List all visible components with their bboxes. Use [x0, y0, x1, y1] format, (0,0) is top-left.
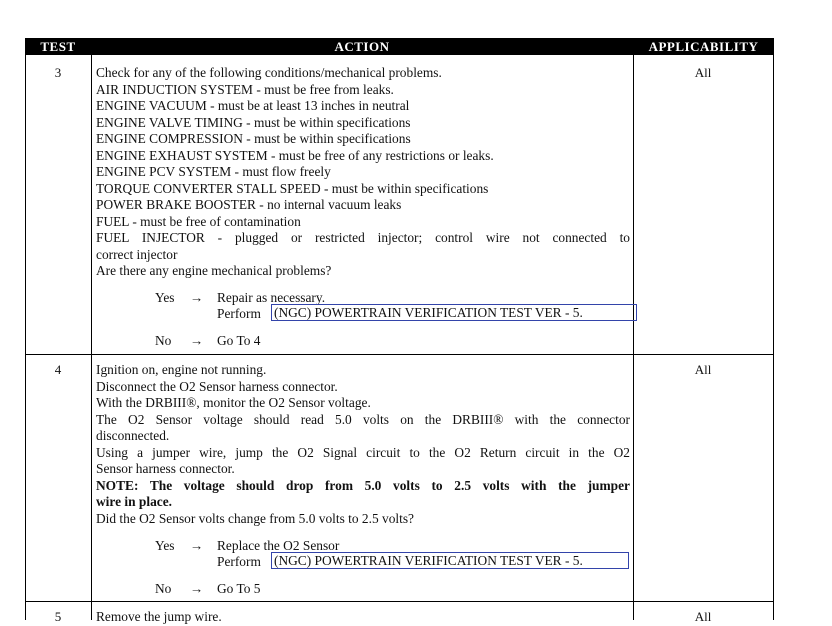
row-divider [25, 354, 774, 355]
action-line: ENGINE COMPRESSION - must be within specifications [96, 131, 411, 146]
action-text [96, 65, 630, 280]
action-line: ENGINE EXHAUST SYSTEM - must be free of any restrictions or leaks. [96, 147, 494, 163]
action-line: ENGINE VALVE TIMING - must be within specifications [96, 114, 411, 130]
action-line: correct injector [96, 246, 178, 262]
no-branch [0, 581, 832, 598]
arrow-icon: → [190, 581, 204, 596]
question-text: Did the O2 Sensor volts change from 5.0 volts to 2.5 volts? [96, 510, 414, 526]
powertrain-verification-link[interactable]: (NGC) POWERTRAIN VERIFICATION TEST VER - 5. [271, 552, 629, 569]
no-label: No [155, 581, 172, 596]
no-result: Go To 4 [217, 333, 261, 348]
action-line: Are there any engine mechanical problems? [96, 263, 332, 278]
test-number: 3 [54, 65, 62, 80]
applicability-value: All [694, 609, 712, 624]
no-result: Go To 5 [217, 581, 261, 596]
action-line: ENGINE PCV SYSTEM - must flow freely [96, 164, 331, 179]
header-test: TEST [40, 39, 76, 54]
applicability-value: All [694, 362, 712, 377]
action-line: disconnected. [96, 428, 170, 443]
action-line: Check for any of the following conditions/mechanical problems. [96, 65, 442, 80]
yes-label: Yes [155, 290, 175, 305]
yes-result: Repair as necessary. [217, 290, 326, 305]
note-text: NOTE: The voltage should drop from 5.0 volts to 2.5 volts with the jumper [96, 477, 630, 493]
action-line: Using a jumper wire, jump the O2 Signal circuit to the O2 Return circuit in the O2 [96, 444, 630, 460]
powertrain-verification-link[interactable]: (NGC) POWERTRAIN VERIFICATION TEST VER - 5. [271, 304, 637, 321]
header-applicability: APPLICABILITY [648, 39, 759, 54]
action-line: Ignition on, engine not running. [96, 362, 267, 377]
no-branch [0, 333, 832, 350]
applicability-value: All [694, 65, 712, 80]
note-text: wire in place. [96, 494, 172, 509]
test-number: 5 [54, 609, 62, 624]
arrow-icon: → [190, 290, 204, 305]
action-line: FUEL - must be free of contamination [96, 213, 301, 229]
action-text [96, 609, 630, 626]
action-line: TORQUE CONVERTER STALL SPEED - must be within specifications [96, 180, 489, 196]
action-line: AIR INDUCTION SYSTEM - must be free from leaks. [96, 81, 394, 97]
header-action: ACTION [334, 39, 390, 54]
yes-label: Yes [155, 538, 175, 553]
arrow-icon: → [190, 538, 204, 553]
row-divider [25, 601, 774, 602]
test-number: 4 [54, 362, 62, 377]
action-line: With the DRBIII®, monitor the O2 Sensor voltage. [96, 395, 371, 410]
arrow-icon: → [190, 333, 204, 348]
table-header [25, 38, 774, 55]
yes-result: Replace the O2 Sensor [217, 538, 340, 553]
action-line: POWER BRAKE BOOSTER - no internal vacuum leaks [96, 197, 402, 212]
action-line: Sensor harness connector. [96, 461, 235, 476]
action-line: Disconnect the O2 Sensor harness connector. [96, 378, 338, 394]
action-text [96, 362, 630, 527]
action-line: ENGINE VACUUM - must be at least 13 inches in neutral [96, 98, 410, 113]
action-line: Remove the jump wire. [96, 609, 222, 624]
perform-label: Perform [217, 306, 261, 321]
no-label: No [155, 333, 172, 348]
action-line: The O2 Sensor voltage should read 5.0 volts on the DRBIII® with the connector [96, 411, 630, 427]
perform-label: Perform [217, 554, 261, 569]
action-line: FUEL INJECTOR - plugged or restricted injector; control wire not connected to [96, 230, 630, 245]
